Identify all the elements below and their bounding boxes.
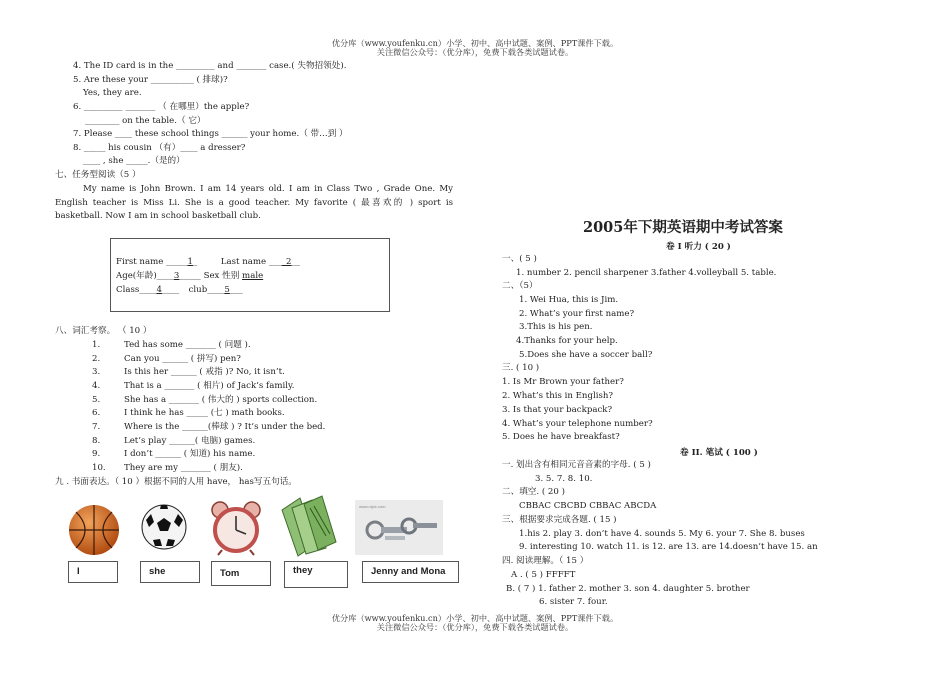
class-tail: ____: [161, 285, 180, 295]
written-3-answer-a: 1.his 2. play 3. don’t have 4. sounds 5. My 6. your 7. She 8. buses: [519, 529, 805, 539]
vocab-item-number: 9.: [92, 449, 101, 460]
written-4-answer-c: 6. sister 7. four.: [539, 597, 608, 607]
question-8: 8. _____ his cousin （有）____ a dresser?: [73, 143, 246, 153]
class-label: Class____: [116, 285, 157, 295]
reading-passage: My name is John Brown. I am 14 years old. I am in Class Two , Grade One. My English teacher is Miss Li. She is a good teacher. My favorite ( 最喜欢的 ) sport is basketball. Now I am in school basketball club.: [55, 184, 453, 221]
first-name-label: First name _____: [116, 257, 188, 267]
listening-3-item: 1. Is Mr Brown your father?: [502, 377, 624, 387]
listening-3-item: 4. What’s your telephone number?: [502, 419, 653, 429]
sex-answer: male: [242, 271, 264, 281]
vocab-item-number: 5.: [92, 394, 101, 405]
club-answer: 5: [224, 285, 230, 295]
section-8-title: 八、词汇考察。 （ 10 ）: [55, 326, 152, 336]
header-line-2: 关注微信公众号：（优分库），免费下载各类试题试卷。: [376, 47, 574, 57]
vocab-item-text: Can you ______ ( 拼写) pen?: [124, 353, 241, 364]
vocab-item-text: I don’t ______ ( 知道) his name.: [124, 449, 256, 460]
vocab-item-number: 6.: [92, 408, 101, 419]
class-answer: 4: [156, 285, 162, 295]
vocab-item-text: Ted has some _______ ( 问题 ).: [124, 340, 251, 350]
vocab-item-text: Where is the ______(棒球 ) ? It’s under the bed.: [124, 421, 326, 432]
info-table: [110, 238, 390, 312]
header-line-1: 优分库（www.youfenku.cn）小学、初中、高中试题、案例、PPT课件下载。: [331, 38, 619, 48]
listening-1-answer: 1. number 2. pencil sharpener 3.father 4.volleyball 5. table.: [516, 268, 777, 278]
question-7: 7. Please ____ these school things ______ your home.（ 带…到 ）: [73, 129, 348, 139]
vocab-item-text: She has a _______ ( 伟大的 ) sports collection.: [124, 394, 318, 405]
vocab-item-text: I think he has _____ (七 ) math books.: [124, 408, 285, 419]
soccer-ball-icon: [140, 500, 188, 554]
question-6: 6. _________ _______ （ 在哪里）the apple?: [73, 102, 250, 112]
table-row-3: [116, 285, 243, 296]
sex-label: Sex 性别: [203, 271, 240, 281]
footer-line-2: 关注微信公众号：（优分库），免费下载各类试题试卷。: [376, 622, 574, 632]
vocab-item-text: That is a _______ ( 相片) of Jack’s family.: [124, 380, 295, 391]
written-1-answer: 3. 5. 7. 8. 10.: [535, 474, 593, 484]
written-3-title: 三、根据要求完成各题. ( 15 ): [502, 515, 617, 525]
part-1-heading: 卷 I 听力 ( 20 ): [666, 242, 731, 252]
age-label: Age(年龄)____: [116, 271, 174, 281]
written-3-answer-b: 9. interesting 10. watch 11. is 12. are 13. are 14.doesn’t have 15. an: [519, 542, 818, 552]
written-2-answer: CBBAC CBCBD CBBAC ABCDA: [519, 501, 657, 511]
age-tail: _____: [179, 271, 201, 281]
section-7-title: 七、任务型阅读（5 ）: [55, 170, 141, 180]
label-i: I: [68, 561, 118, 583]
section-9-title: 九 . 书面表达。（ 10 ）根据不同的人用 have， has写五句话。: [55, 477, 297, 487]
svg-text:www.nipic.com: www.nipic.com: [359, 504, 386, 509]
written-4-answer-a: A . ( 5 ) FFFFT: [511, 570, 576, 580]
question-4: 4. The ID card is in the _________ and _______ case.( 失物招领处).: [73, 61, 347, 71]
written-2-title: 二、填空. ( 20 ): [502, 487, 565, 497]
label-tom: Tom: [211, 561, 271, 586]
label-she: she: [140, 561, 200, 583]
written-4-answer-b: B. ( 7 ) 1. father 2. mother 3. son 4. daughter 5. brother: [506, 584, 750, 594]
label-jenny-and-mona: Jenny and Mona: [362, 561, 459, 583]
vocab-item-text: Is this her ______ ( 戒指 )? No, it isn’t.: [124, 367, 285, 378]
footer-line-1: 优分库（www.youfenku.cn）小学、初中、高中试题、案例、PPT课件下载。: [331, 613, 619, 623]
last-name-label: Last name ___: [220, 257, 282, 267]
listening-1-title: 一、( 5 ): [502, 254, 537, 264]
keys-photo-icon: [355, 500, 443, 555]
listening-3-item: 5. Does he have breakfast?: [502, 432, 620, 442]
listening-2-item: 5.Does she have a soccer ball?: [519, 350, 653, 360]
listening-2-item: 2. What’s your first name?: [519, 309, 635, 319]
written-4-title: 四. 阅读理解。（ 15 ）: [502, 556, 589, 566]
table-row-2: [116, 271, 263, 282]
written-1-title: 一. 划出含有相同元音音素的字母. ( 5 ): [502, 460, 651, 470]
listening-2-item: 4.Thanks for your help.: [516, 336, 618, 346]
listening-3-item: 2. What’s this in English?: [502, 391, 614, 401]
alarm-clock-icon: [206, 500, 266, 556]
vocab-item-number: 7.: [92, 421, 101, 432]
last-name-answer: _2: [281, 257, 292, 267]
vocab-item-number: 8.: [92, 435, 101, 446]
age-answer: 3: [173, 271, 180, 281]
question-8-answer: ____ , she _____.（是的）: [83, 156, 185, 166]
listening-2-item: 3.This is his pen.: [519, 322, 593, 332]
question-5: 5. Are these your __________ ( 排球)?: [73, 75, 228, 85]
table-row-1: [116, 257, 300, 268]
vocab-item-number: 3.: [92, 367, 101, 378]
listening-3-title: 三. ( 10 ): [502, 363, 540, 373]
vocab-item-number: 2.: [92, 353, 101, 364]
vocab-item-number: 10.: [92, 462, 106, 473]
vocab-item-number: 4.: [92, 380, 101, 391]
money-icon: [276, 494, 340, 560]
listening-2-title: 二、（5）: [502, 281, 538, 291]
vocab-item-text: They are my _______ ( 朋友).: [124, 462, 243, 473]
club-label: club____: [188, 285, 225, 295]
label-they: they: [284, 561, 348, 588]
listening-2-item: 1. Wei Hua, this is Jim.: [519, 295, 619, 305]
last-name-tail: __: [291, 257, 301, 267]
first-name-answer: 1: [187, 257, 193, 267]
vocab-item-number: 1.: [92, 340, 101, 350]
question-5-answer: Yes, they are.: [83, 88, 142, 98]
answer-title: 2005年下期英语期中考试答案: [583, 219, 783, 236]
basketball-icon: [66, 503, 122, 557]
listening-3-item: 3. Is that your backpack?: [502, 405, 613, 415]
club-tail: ___: [229, 285, 243, 295]
question-6-answer: ________ on the table.（ 它）: [85, 116, 206, 126]
vocab-item-text: Let’s play ______( 电脑) games.: [124, 435, 256, 446]
first-name-tail: _: [193, 257, 198, 267]
part-2-heading: 卷 II. 笔试 ( 100 ): [680, 448, 758, 458]
